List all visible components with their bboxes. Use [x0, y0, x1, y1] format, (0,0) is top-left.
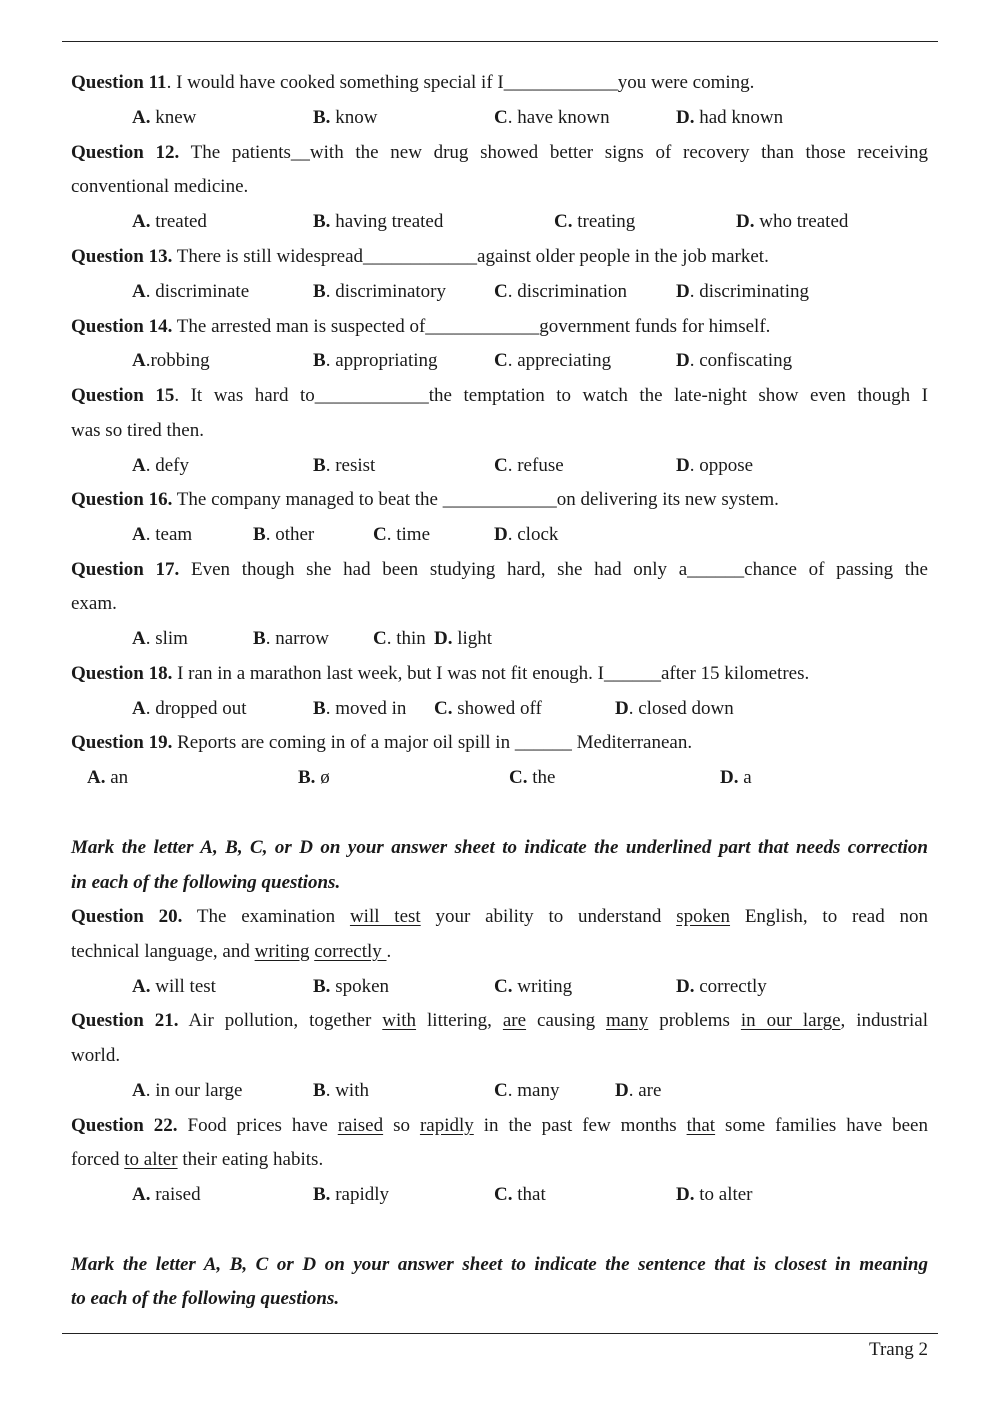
q11-option-c[interactable]: C. have known: [494, 107, 610, 128]
instruction-closest-meaning-line-2: to each of the following questions.: [71, 1288, 340, 1309]
question-15-line-2: was so tired then.: [71, 420, 204, 441]
q14-option-a[interactable]: A.robbing: [132, 350, 210, 371]
instruction-closest-meaning-line-1: Mark the letter A, B, C or D on your answer sheet to indicate the sentence that is closest in meaning: [71, 1254, 928, 1275]
q16-option-d[interactable]: D. clock: [494, 524, 559, 545]
q22-option-a[interactable]: A. raised: [132, 1184, 201, 1205]
q18-option-d[interactable]: D. closed down: [615, 698, 734, 719]
footer-rule: [62, 1333, 938, 1334]
q20-option-a[interactable]: A. will test: [132, 976, 216, 997]
question-21-line-2: world.: [71, 1045, 121, 1066]
question-21-line-1: Question 21. Air pollution, together with littering, are causing many problems in our large, industrial: [71, 1010, 928, 1031]
q11-option-d[interactable]: D. had known: [676, 107, 784, 128]
question-22-line-2: forced to alter their eating habits.: [71, 1149, 324, 1170]
q17-option-c[interactable]: C. thin: [373, 628, 426, 649]
q22-option-b[interactable]: B. rapidly: [313, 1184, 390, 1205]
q20-option-b[interactable]: B. spoken: [313, 976, 390, 997]
question-13-line: Question 13. There is still widespread____________against older people in the job market.: [71, 246, 769, 267]
question-16-line: Question 16. The company managed to beat the ____________on delivering its new system.: [71, 489, 779, 510]
q22-option-c[interactable]: C. that: [494, 1184, 546, 1205]
q13-option-c[interactable]: C. discrimination: [494, 281, 627, 302]
question-19-line: Question 19. Reports are coming in of a major oil spill in ______ Mediterranean.: [71, 732, 693, 753]
q11-option-a[interactable]: A. knew: [132, 107, 197, 128]
q13-option-b[interactable]: B. discriminatory: [313, 281, 446, 302]
header-rule: [62, 41, 938, 42]
q21-option-d[interactable]: D. are: [615, 1080, 662, 1101]
q18-option-a[interactable]: A. dropped out: [132, 698, 247, 719]
q12-option-c[interactable]: C. treating: [554, 211, 636, 232]
question-12-line-1: Question 12. The patients__with the new drug showed better signs of recovery than those receiving: [71, 142, 928, 163]
q21-option-c[interactable]: C. many: [494, 1080, 560, 1101]
q13-option-a[interactable]: A. discriminate: [132, 281, 250, 302]
page-number: Trang 2: [869, 1339, 928, 1360]
q20-option-d[interactable]: D. correctly: [676, 976, 767, 997]
q13-option-d[interactable]: D. discriminating: [676, 281, 809, 302]
q20-option-c[interactable]: C. writing: [494, 976, 573, 997]
q22-option-d[interactable]: D. to alter: [676, 1184, 753, 1205]
q16-option-b[interactable]: B. other: [253, 524, 315, 545]
q19-option-a[interactable]: A. an: [87, 767, 129, 788]
question-11-line: Question 11. I would have cooked something special if I____________you were coming.: [71, 72, 755, 93]
q16-option-c[interactable]: C. time: [373, 524, 431, 545]
q19-option-b[interactable]: B. ø: [298, 767, 330, 788]
q17-option-b[interactable]: B. narrow: [253, 628, 329, 649]
question-18-line: Question 18. I ran in a marathon last week, but I was not fit enough. I______after 15 kilometres.: [71, 663, 810, 684]
question-17-line-1: Question 17. Even though she had been studying hard, she had only a______chance of passing the: [71, 559, 928, 580]
q15-option-a[interactable]: A. defy: [132, 455, 189, 476]
question-14-line: Question 14. The arrested man is suspected of____________government funds for himself.: [71, 316, 771, 337]
instruction-error-correction-line-1: Mark the letter A, B, C, or D on your answer sheet to indicate the underlined part that needs correction: [71, 837, 928, 858]
q15-option-b[interactable]: B. resist: [313, 455, 376, 476]
question-22-line-1: Question 22. Food prices have raised so rapidly in the past few months that some families have been: [71, 1115, 928, 1136]
q14-option-b[interactable]: B. appropriating: [313, 350, 438, 371]
q21-option-b[interactable]: B. with: [313, 1080, 369, 1101]
q12-option-d[interactable]: D. who treated: [736, 211, 849, 232]
q19-option-c[interactable]: C. the: [509, 767, 556, 788]
q14-option-d[interactable]: D. confiscating: [676, 350, 793, 371]
question-15-line-1: Question 15. It was hard to____________the temptation to watch the late-night show even though I: [71, 385, 928, 406]
q18-option-b[interactable]: B. moved in: [313, 698, 407, 719]
question-20-line-1: Question 20. The examination will test your ability to understand spoken English, to read non: [71, 906, 928, 927]
q16-option-a[interactable]: A. team: [132, 524, 193, 545]
q18-option-c[interactable]: C. showed off: [434, 698, 542, 719]
q15-option-c[interactable]: C. refuse: [494, 455, 564, 476]
question-17-line-2: exam.: [71, 593, 117, 614]
q21-option-a[interactable]: A. in our large: [132, 1080, 243, 1101]
q17-option-a[interactable]: A. slim: [132, 628, 188, 649]
question-20-line-2: technical language, and writing correctly .: [71, 941, 392, 962]
q19-option-d[interactable]: D. a: [720, 767, 752, 788]
q14-option-c[interactable]: C. appreciating: [494, 350, 612, 371]
q17-option-d[interactable]: D. light: [434, 628, 493, 649]
q12-option-a[interactable]: A. treated: [132, 211, 207, 232]
q15-option-d[interactable]: D. oppose: [676, 455, 754, 476]
question-12-line-2: conventional medicine.: [71, 176, 249, 197]
q11-option-b[interactable]: B. know: [313, 107, 378, 128]
instruction-error-correction-line-2: in each of the following questions.: [71, 872, 341, 893]
q12-option-b[interactable]: B. having treated: [313, 211, 444, 232]
